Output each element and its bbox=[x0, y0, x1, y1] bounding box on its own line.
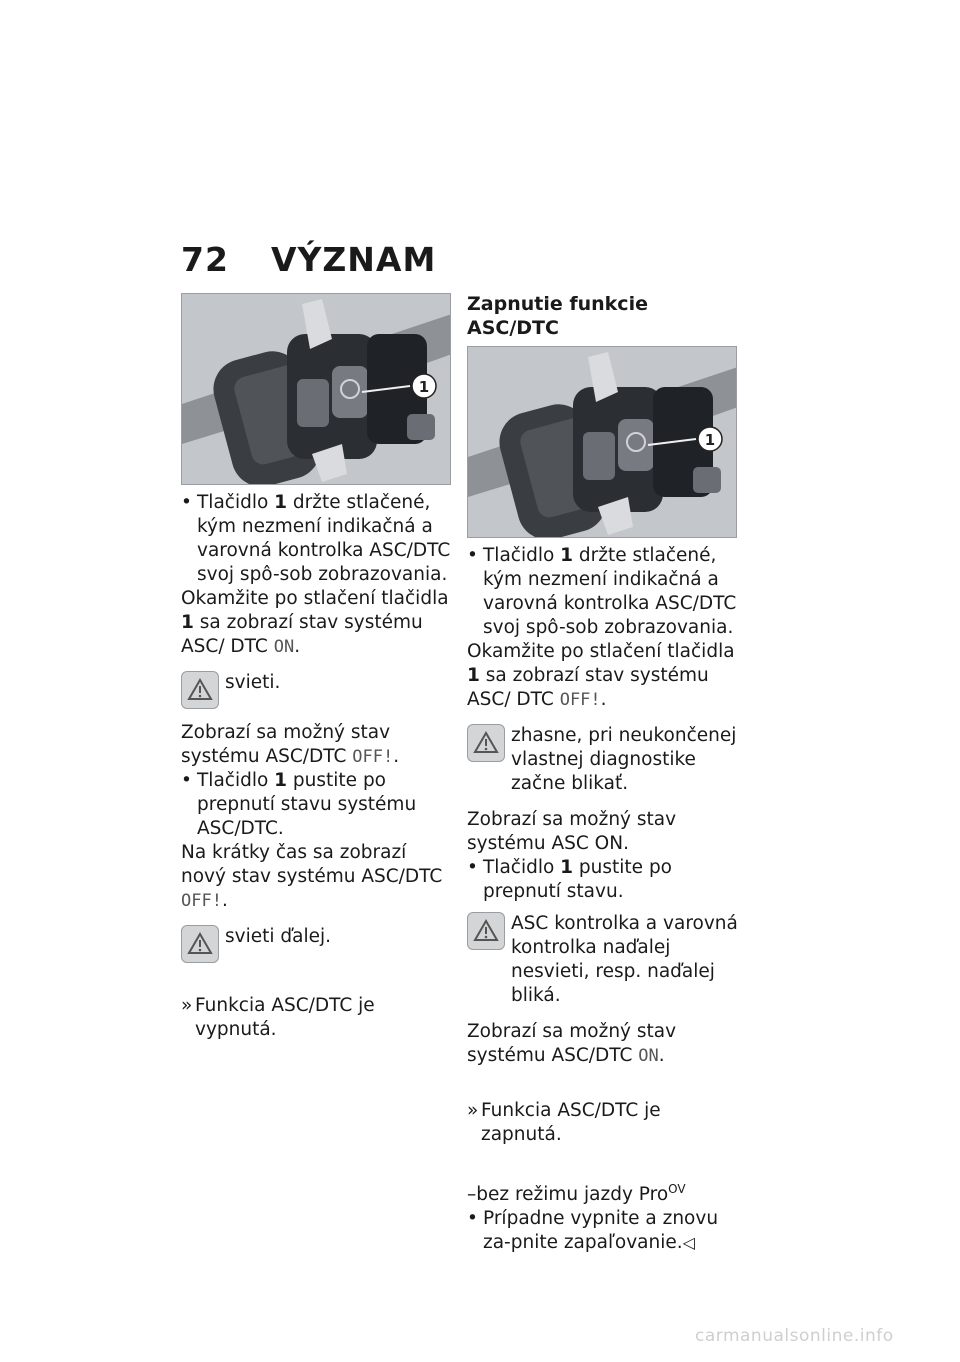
handlebar-illustration bbox=[468, 347, 737, 538]
list-item: • Tlačidlo 1 držte stlačené, kým nezmení indikačná a varovná kontrolka ASC/DTC svoj spô-sob zobrazovania. bbox=[467, 544, 739, 640]
indicator-note: svieti ďalej. bbox=[181, 925, 451, 963]
handlebar-switch-image-right bbox=[467, 346, 737, 538]
paragraph: Zobrazí sa možný stav systému ASC/DTC OFF!. bbox=[181, 722, 400, 767]
section-heading: Zapnutie funkcie ASC/DTC bbox=[467, 293, 648, 339]
paragraph: Okamžite po stlačení tlačidla 1 sa zobrazí stav systému ASC/ DTC ON. bbox=[181, 588, 449, 657]
indicator-note: zhasne, pri neukončenej vlastnej diagnostike začne blikať. bbox=[467, 724, 739, 796]
warning-light-icon bbox=[181, 671, 219, 709]
paragraph: Zobrazí sa možný stav systému ASC/DTC ON. bbox=[467, 1021, 677, 1066]
indicator-note: svieti. bbox=[181, 671, 451, 709]
list-item: • Tlačidlo 1 držte stlačené, kým nezmení indikačná a varovná kontrolka ASC/DTC svoj spô-sob zobrazovania. bbox=[181, 491, 451, 587]
result-line: » Funkcia ASC/DTC je zapnutá. bbox=[467, 1099, 739, 1147]
warning-light-icon bbox=[181, 925, 219, 963]
end-of-section-icon: ◁ bbox=[682, 1233, 695, 1253]
page-title: VÝZNAM bbox=[270, 240, 437, 279]
paragraph: Okamžite po stlačení tlačidla 1 sa zobrazí stav systému ASC/ DTC OFF!. bbox=[467, 641, 735, 710]
figure-callout-label: 1 bbox=[418, 378, 430, 396]
watermark-footer[interactable]: carmanualsonline.info bbox=[695, 1326, 894, 1346]
page-number: 72 bbox=[181, 240, 229, 279]
right-column bbox=[467, 290, 739, 1255]
paragraph: Zobrazí sa možný stav systému ASC ON. bbox=[467, 809, 677, 854]
riding-mode-condition: –bez režimu jazdy Pro$^{OV}$ bbox=[467, 1182, 686, 1206]
list-item: • Prípadne vypnite a znovu za-pnite zapaľovanie.◁ bbox=[467, 1207, 739, 1255]
result-line: » Funkcia ASC/DTC je vypnutá. bbox=[181, 994, 451, 1042]
warning-light-icon bbox=[467, 724, 505, 762]
list-item: • Tlačidlo 1 pustite po prepnutí stavu systému ASC/DTC. bbox=[181, 769, 451, 841]
left-column bbox=[181, 293, 451, 1060]
handlebar-illustration bbox=[182, 294, 451, 485]
handlebar-switch-image-left bbox=[181, 293, 451, 485]
indicator-note: ASC kontrolka a varovná kontrolka naďalej nesvieti, resp. naďalej bliká. bbox=[467, 912, 739, 1008]
paragraph: Na krátky čas sa zobrazí nový stav systému ASC/DTC OFF!. bbox=[181, 842, 443, 911]
list-item: • Tlačidlo 1 pustite po prepnutí stavu. bbox=[467, 856, 739, 904]
page-header bbox=[181, 240, 436, 279]
warning-light-icon bbox=[467, 912, 505, 950]
figure-callout-label: 1 bbox=[704, 431, 716, 449]
